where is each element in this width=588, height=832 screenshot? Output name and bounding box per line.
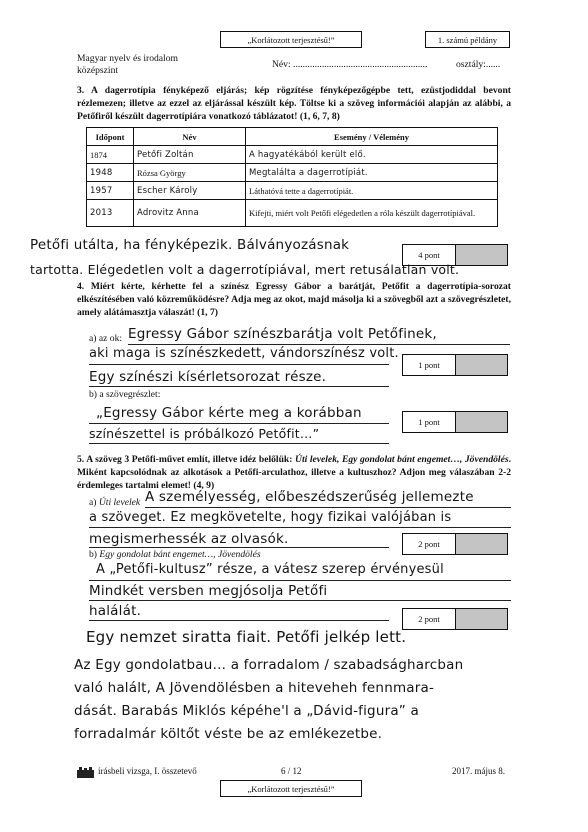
q5a-line-3: megismerhessék az olvasók. <box>89 531 289 547</box>
cell-event: A hagyatékából került elő. <box>246 146 498 164</box>
answer-rule <box>89 600 511 601</box>
table-row <box>87 200 498 227</box>
q5-extra-line-3: való halált, A Jövendölésben a hiteveheh fennmara- <box>74 680 435 696</box>
q5a-line-1: A személyesség, előbeszédszerűség jellemezte <box>145 489 474 505</box>
q4a-score-box <box>402 354 508 376</box>
table-row <box>87 146 498 164</box>
cell-event: Láthatóvá tette a dagerrotípiát. <box>246 182 498 200</box>
q3-answer-line-2: tartotta. Elégedetlen volt a dagerrotípiával, mert retusálatlan volt. <box>30 262 460 277</box>
q5-extra-line-2: Az Egy gondolatbau… a forradalom / szabadságharcban <box>74 657 464 673</box>
score-label: 2 pont <box>403 609 456 629</box>
cell-name: Rózsa György <box>134 164 246 182</box>
q5-extra-line-4: dását. Barabás Miklós képéhe'l a „Dávid-figura” a <box>74 703 419 719</box>
answer-rule <box>89 620 389 621</box>
cell-time: 1957 <box>87 182 134 200</box>
score-fill <box>456 355 507 375</box>
score-fill <box>456 609 507 629</box>
score-label: 4 pont <box>403 245 456 265</box>
q4a-line-1: Egressy Gábor színészbarátja volt Petőfinek, <box>128 326 437 342</box>
subject-line-2: középszint <box>77 65 119 76</box>
restricted-stamp-top: „Korlátozott terjesztésű!” <box>220 31 362 48</box>
name-field: Név: ........................................................ <box>272 59 428 70</box>
q5b-label <box>89 548 261 561</box>
q4a-line-2: aki maga is színészkedett, vándorszínész volt. <box>89 346 399 361</box>
col-header-time: Időpont <box>87 128 134 146</box>
answer-rule <box>145 507 511 508</box>
cell-event: Megtalálta a dagerrotípiát. <box>246 164 498 182</box>
q4b-line-1: „Egressy Gábor kérte meg a korábban <box>96 405 362 421</box>
q5b-line-2: Mindkét versben megjósolja Petőfi <box>89 583 328 599</box>
cell-name: Escher Károly <box>134 182 246 200</box>
q4b-line-2: színészettel is próbálkozó Petőfit…” <box>89 426 320 441</box>
q5b-prefix: b) <box>89 549 100 560</box>
score-fill <box>456 534 507 554</box>
answer-rule <box>89 423 389 424</box>
q5a-title: Úti levelek <box>98 497 141 508</box>
col-header-name: Név <box>134 128 246 146</box>
answer-rule <box>89 527 511 528</box>
cell-event: Kifejti, miért volt Petőfi elégedetlen a róla készült dagerrotípiával. <box>246 200 498 227</box>
answer-rule <box>89 386 389 387</box>
answer-rule <box>89 580 511 581</box>
q5-text-rest: . Miként kapcsolódnak az alkotások a Petőfi-arculathoz, illetve a kultuszhoz? Adjon meg válaszában 2-2 érdemleges tartalmi elemet! (4, 9) <box>77 454 511 491</box>
q5a-line-2: a szöveget. Ez megkövetelte, hogy fizikai valójában is <box>89 510 452 525</box>
q5-extra-line-5: forradalmár költőt véste be az emlékezetbe. <box>74 726 383 742</box>
cell-name: Petőfi Zoltán <box>134 146 246 164</box>
q5b-score-box <box>402 608 508 630</box>
q5-text-titles: Úti levelek, Egy gondolat bánt engemet…, Jövendölés <box>295 454 509 465</box>
score-label: 1 pont <box>403 412 456 432</box>
table-row <box>87 164 498 182</box>
answer-rule <box>128 344 510 345</box>
subject-line-1: Magyar nyelv és irodalom <box>77 53 178 64</box>
dagerrotypia-table <box>86 127 498 227</box>
q5-text-lead: 5. A szöveg 3 Petőfi-művet említ, illetve idéz belőlük: <box>77 454 296 465</box>
class-field: osztály:...... <box>456 59 501 70</box>
footer-page-number: 6 / 12 <box>281 766 302 776</box>
footer-logo-icon <box>77 765 94 776</box>
score-label: 1 pont <box>403 355 456 375</box>
cell-time: 2013 <box>87 200 134 227</box>
col-header-event: Esemény / Vélemény <box>246 128 498 146</box>
q5b-line-1: A „Petőfi-kultusz” része, a vátesz szerep érvényesül <box>96 562 444 577</box>
question-4-text: 4. Miért kérte, kérhette fel a színész Egressy Gábor a barátját, Petőfit a dagerrotípia-sorozat elkészítésében való közreműködésre? Adja meg az okot, majd másolja ki a szövegből azt a szövegrészletet, amely alátámasztja válaszát! (1, 7) <box>77 281 511 318</box>
q4a-label: a) az ok: <box>89 333 123 344</box>
q5a-prefix: a) <box>89 497 99 508</box>
q5a-label <box>89 496 140 509</box>
cell-time: 1948 <box>87 164 134 182</box>
q3-answer-line-1: Petőfi utálta, ha fényképezik. Bálványozásnak <box>30 237 350 253</box>
q4b-score-box <box>402 411 508 433</box>
table-header-row <box>87 128 498 146</box>
q5a-score-box <box>402 533 508 555</box>
q4b-label: b) a szövegrészlet: <box>89 389 161 400</box>
q5b-title: Egy gondolat bánt engemet…, Jövendölés <box>99 549 261 560</box>
logo-glyph <box>77 767 94 778</box>
score-label: 2 pont <box>403 534 456 554</box>
footer-date: 2017. május 8. <box>452 766 505 776</box>
restricted-stamp-bottom: „Korlátozott terjesztésű!” <box>220 780 362 797</box>
q4a-line-3: Egy színészi kísérletsorozat része. <box>89 369 327 385</box>
score-fill <box>456 412 507 432</box>
answer-rule <box>89 364 389 365</box>
cell-name: Adrovitz Anna <box>134 200 246 227</box>
question-5-text <box>77 453 511 492</box>
question-3-text: 3. A dagerrotípia fényképező eljárás; kép rögzítése fényképezőgépbe tett, ezüstjodiddal bevont rézlemezen; illetve az ezzel az eljárással készült kép. Töltse ki a szöveg információi alapján az alábbi, a Petőfiről készült dagerrotípiára vonatkozó táblázatot! (1, 6, 7, 8) <box>77 85 511 122</box>
q5b-line-3: halálát. <box>89 603 142 619</box>
answer-rule <box>89 443 389 444</box>
q5-extra-line-1: Egy nemzet siratta fiait. Petőfi jelkép lett. <box>86 628 407 646</box>
table-row <box>87 182 498 200</box>
copy-number-box: 1. számú példány <box>425 31 510 48</box>
footer-exam-label: írásbeli vizsga, I. összetevő <box>98 766 197 776</box>
cell-time: 1874 <box>87 146 134 164</box>
score-fill <box>456 245 507 265</box>
